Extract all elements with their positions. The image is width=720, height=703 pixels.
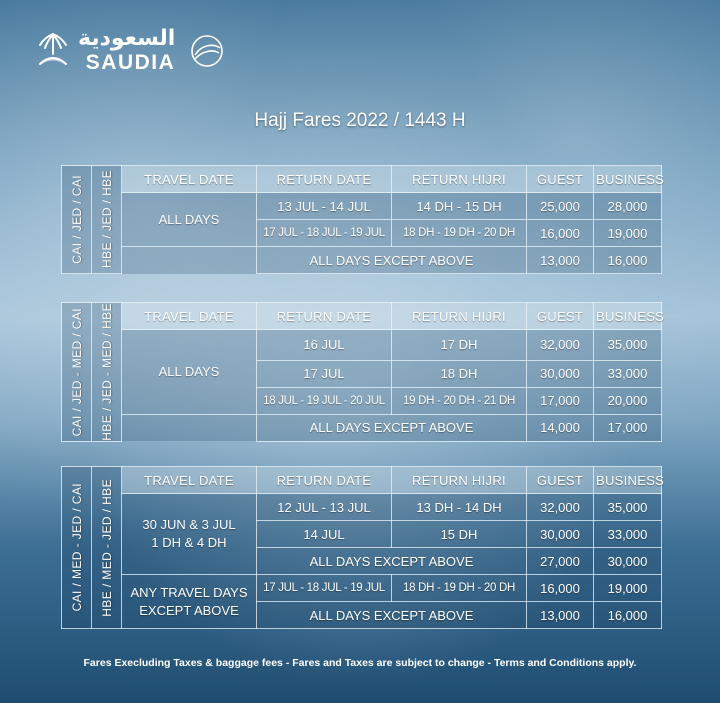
guest-fare: 30,000 bbox=[527, 521, 594, 548]
footer-disclaimer: Fares Execluding Taxes & baggage fees - Fares and Taxes are subject to change - Terms and Conditions apply. bbox=[83, 657, 637, 669]
header-business: BUSINESS bbox=[594, 303, 662, 330]
route-inner: HBE / MED - JED / HBE bbox=[92, 467, 122, 629]
route-outer: CAI / JED / CAI bbox=[62, 166, 92, 274]
header-return-date: RETURN DATE bbox=[257, 303, 392, 330]
table-row bbox=[62, 575, 662, 602]
business-fare: 33,000 bbox=[594, 360, 662, 387]
except-label: ALL DAYS EXCEPT ABOVE bbox=[257, 414, 527, 441]
empty-cell bbox=[122, 247, 257, 274]
table-row bbox=[62, 330, 662, 361]
return-hijri: 17 DH bbox=[392, 330, 527, 361]
return-hijri: 18 DH - 19 DH - 20 DH bbox=[392, 575, 527, 602]
travel-date bbox=[122, 494, 257, 575]
business-fare: 19,000 bbox=[594, 575, 662, 602]
guest-fare: 32,000 bbox=[527, 494, 594, 521]
return-hijri: 14 DH - 15 DH bbox=[392, 193, 527, 220]
business-fare: 19,000 bbox=[594, 220, 662, 247]
header-return-date: RETURN DATE bbox=[257, 467, 392, 494]
business-fare: 20,000 bbox=[594, 387, 662, 414]
table-row bbox=[62, 414, 662, 441]
return-hijri: 15 DH bbox=[392, 521, 527, 548]
header-guest: GUEST bbox=[527, 303, 594, 330]
guest-fare: 27,000 bbox=[527, 548, 594, 575]
route-outer: CAI / MED - JED / CAI bbox=[62, 467, 92, 629]
business-fare: 28,000 bbox=[594, 193, 662, 220]
return-hijri: 18 DH bbox=[392, 360, 527, 387]
travel-date-line1: 30 JUN & 3 JUL bbox=[142, 517, 236, 533]
business-fare: 16,000 bbox=[594, 602, 662, 629]
travel-date: ALL DAYS bbox=[122, 330, 257, 415]
saudia-logo bbox=[34, 28, 227, 73]
guest-fare: 32,000 bbox=[527, 330, 594, 361]
return-date: 16 JUL bbox=[257, 330, 392, 361]
empty-cell bbox=[122, 414, 257, 441]
return-hijri: 13 DH - 14 DH bbox=[392, 494, 527, 521]
guest-fare: 16,000 bbox=[527, 575, 594, 602]
route-outer: CAI / JED - MED / CAI bbox=[62, 303, 92, 442]
header-return-date: RETURN DATE bbox=[257, 166, 392, 193]
guest-fare: 16,000 bbox=[527, 220, 594, 247]
header-business: BUSINESS bbox=[594, 467, 662, 494]
table-row bbox=[62, 193, 662, 220]
business-fare: 16,000 bbox=[594, 247, 662, 274]
return-date: 14 JUL bbox=[257, 521, 392, 548]
page-title: Hajj Fares 2022 / 1443 H bbox=[254, 110, 466, 131]
travel-date: ANY TRAVEL DAYS EXCEPT ABOVE bbox=[122, 575, 257, 629]
header-guest: GUEST bbox=[527, 166, 594, 193]
fare-table-cai-med-jed bbox=[61, 466, 665, 629]
skyteam-alliance-icon bbox=[187, 31, 227, 71]
logo-english-text: SAUDIA bbox=[85, 51, 176, 74]
header-business: BUSINESS bbox=[594, 166, 662, 193]
fare-table-cai-jed bbox=[61, 165, 665, 274]
header-return-hijri: RETURN HIJRI bbox=[392, 467, 527, 494]
header-travel-date: TRAVEL DATE bbox=[122, 166, 257, 193]
guest-fare: 25,000 bbox=[527, 193, 594, 220]
except-label: ALL DAYS EXCEPT ABOVE bbox=[257, 602, 527, 629]
guest-fare: 17,000 bbox=[527, 387, 594, 414]
business-fare: 33,000 bbox=[594, 521, 662, 548]
return-hijri: 19 DH - 20 DH - 21 DH bbox=[392, 387, 527, 414]
except-label: ALL DAYS EXCEPT ABOVE bbox=[257, 247, 527, 274]
return-date: 13 JUL - 14 JUL bbox=[257, 193, 392, 220]
travel-date: ALL DAYS bbox=[122, 193, 257, 247]
business-fare: 17,000 bbox=[594, 414, 662, 441]
header-travel-date: TRAVEL DATE bbox=[122, 467, 257, 494]
guest-fare: 14,000 bbox=[527, 414, 594, 441]
return-hijri: 18 DH - 19 DH - 20 DH bbox=[392, 220, 527, 247]
header-return-hijri: RETURN HIJRI bbox=[392, 166, 527, 193]
guest-fare: 30,000 bbox=[527, 360, 594, 387]
table-row bbox=[62, 494, 662, 521]
palm-swords-emblem-icon bbox=[34, 30, 72, 72]
header-travel-date: TRAVEL DATE bbox=[122, 303, 257, 330]
route-inner: HBE / JED / HBE bbox=[92, 166, 122, 274]
return-date: 12 JUL - 13 JUL bbox=[257, 494, 392, 521]
header-guest: GUEST bbox=[527, 467, 594, 494]
guest-fare: 13,000 bbox=[527, 247, 594, 274]
return-date: 18 JUL - 19 JUL - 20 JUL bbox=[257, 387, 392, 414]
table-row bbox=[62, 247, 662, 274]
header-return-hijri: RETURN HIJRI bbox=[392, 303, 527, 330]
return-date: 17 JUL bbox=[257, 360, 392, 387]
business-fare: 30,000 bbox=[594, 548, 662, 575]
logo-arabic-text: السعودية bbox=[78, 26, 176, 51]
fare-table-cai-jed-med bbox=[61, 302, 665, 442]
except-label: ALL DAYS EXCEPT ABOVE bbox=[257, 548, 527, 575]
business-fare: 35,000 bbox=[594, 494, 662, 521]
guest-fare: 13,000 bbox=[527, 602, 594, 629]
return-date: 17 JUL - 18 JUL - 19 JUL bbox=[257, 575, 392, 602]
return-date: 17 JUL - 18 JUL - 19 JUL bbox=[257, 220, 392, 247]
business-fare: 35,000 bbox=[594, 330, 662, 361]
travel-date-line2: 1 DH & 4 DH bbox=[151, 535, 227, 550]
route-inner: HBE / JED - MED / HBE bbox=[92, 303, 122, 442]
